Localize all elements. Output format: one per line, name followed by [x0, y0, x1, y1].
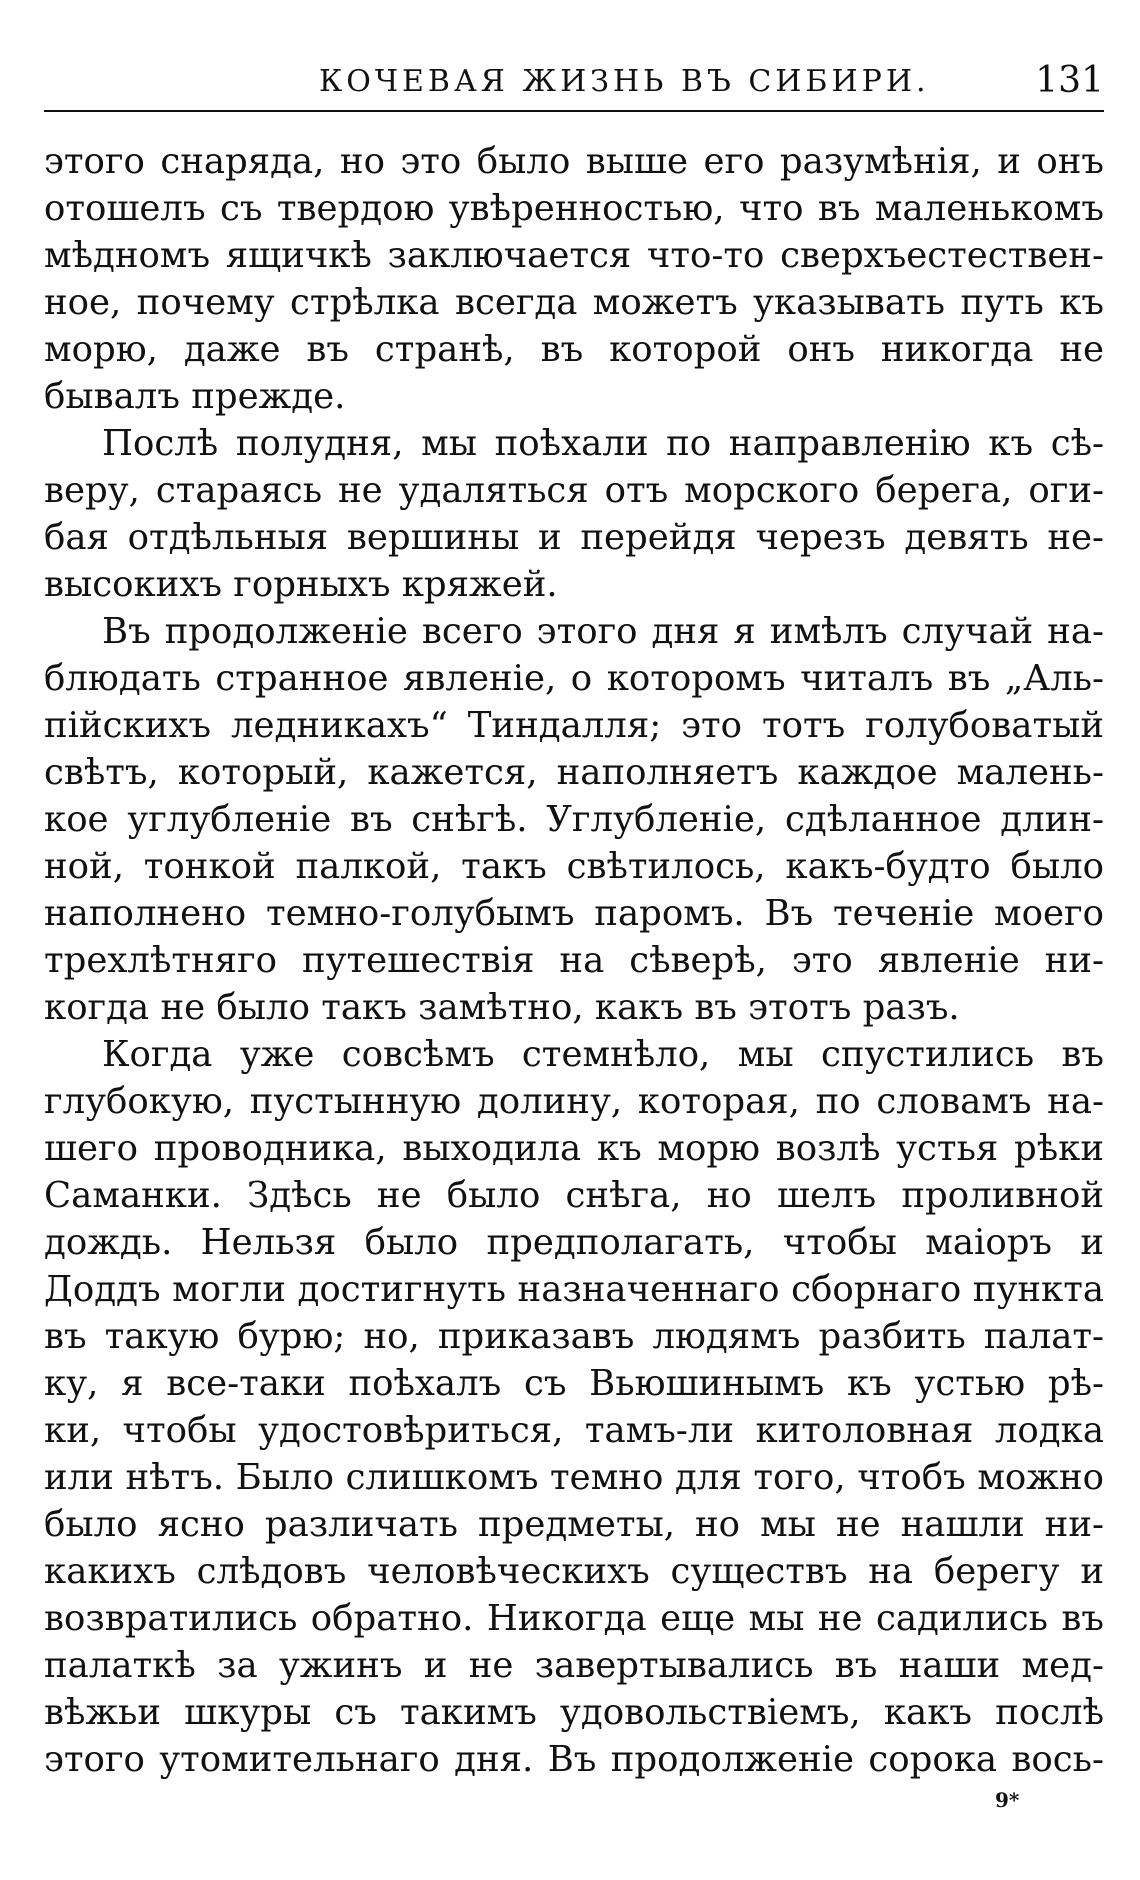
text-line: трехлѣтняго путешествія на сѣверѣ, это явленіе ни- — [44, 940, 1104, 981]
text-line: въ такую бурю; но, приказавъ людямъ разбить палат- — [44, 1316, 1104, 1357]
text-line: возвратились обратно. Никогда еще мы не садились въ — [44, 1598, 1104, 1639]
page-number: 131 — [1035, 60, 1104, 101]
running-title: КОЧЕВАЯ ЖИЗНЬ ВЪ СИБИРИ. — [319, 64, 930, 99]
text-line: блюдать странное явленіе, о которомъ читалъ въ „Аль- — [44, 658, 1104, 699]
text-line: Послѣ полудня, мы поѣхали по направленію къ сѣ- — [102, 423, 1104, 464]
text-line: когда не было такъ замѣтно, какъ въ этотъ разъ. — [44, 987, 960, 1028]
text-line: Когда уже совсѣмъ стемнѣло, мы спустились въ — [102, 1034, 1104, 1075]
text-line: Доддъ могли достигнуть назначеннаго сборнаго пункта — [44, 1269, 1104, 1310]
text-line: наполнено темно-голубымъ паромъ. Въ теченіе моего — [44, 893, 1104, 934]
text-line: ки, чтобы удостовѣриться, тамъ-ли китоловная лодка — [44, 1410, 1104, 1451]
text-line: вѣжьи шкуры съ такимъ удовольствіемъ, какъ послѣ — [44, 1692, 1104, 1733]
text-line: какихъ слѣдовъ человѣческихъ существъ на берегу и — [44, 1551, 1104, 1592]
text-line: мѣдномъ ящичкѣ заключается что-то сверхъестествен- — [44, 235, 1104, 276]
text-line: высокихъ горныхъ кряжей. — [44, 564, 558, 605]
paragraph — [44, 1031, 1104, 1783]
text-line: ной, тонкой палкой, такъ свѣтилось, какъ-будто было — [44, 846, 1104, 887]
paragraph — [44, 420, 1104, 608]
signature-mark: 9* — [995, 1788, 1020, 1812]
text-line: веру, стараясь не удаляться отъ морского берега, оги- — [44, 470, 1104, 511]
paragraph — [44, 138, 1104, 420]
text-line: свѣтъ, который, кажется, наполняетъ каждое малень- — [44, 752, 1104, 793]
text-line: шего проводника, выходила къ морю возлѣ устья рѣки — [44, 1128, 1104, 1169]
text-line: этого снаряда, но это было выше его разумѣнія, и онъ — [44, 141, 1104, 182]
paragraph — [44, 608, 1104, 1031]
text-line: морю, даже въ странѣ, въ которой онъ никогда не — [44, 329, 1104, 370]
text-line: дождь. Нельзя было предполагать, чтобы маіоръ и — [44, 1222, 1104, 1263]
text-line: глубокую, пустынную долину, которая, по словамъ на- — [44, 1081, 1104, 1122]
text-line: Въ продолженіе всего этого дня я имѣлъ случай на- — [102, 611, 1104, 652]
text-line: палаткѣ за ужинъ и не завертывались въ наши мед- — [44, 1645, 1104, 1686]
text-line: бая отдѣльныя вершины и перейдя черезъ девять не- — [44, 517, 1104, 558]
text-line: Саманки. Здѣсь не было снѣга, но шелъ проливной — [44, 1175, 1104, 1216]
text-line: этого утомительнаго дня. Въ продолженіе сорока вось- — [44, 1739, 1104, 1780]
text-line: ное, почему стрѣлка всегда можетъ указывать путь къ — [44, 282, 1104, 323]
text-line: ку, я все-таки поѣхалъ съ Вьюшинымъ къ устью рѣ- — [44, 1363, 1104, 1404]
text-line: пійскихъ ледникахъ“ Тиндалля; это тотъ голубоватый — [44, 705, 1104, 746]
text-line: кое углубленіе въ снѣгѣ. Углубленіе, сдѣланное длин- — [44, 799, 1104, 840]
text-line: было ясно различать предметы, но мы не нашли ни- — [44, 1504, 1104, 1545]
body-text — [44, 138, 1104, 1783]
text-line: бывалъ прежде. — [44, 376, 346, 417]
text-line: или нѣтъ. Было слишкомъ темно для того, чтобъ можно — [44, 1457, 1104, 1498]
page-header — [44, 60, 1104, 110]
text-line: отошелъ съ твердою увѣренностью, что въ маленькомъ — [44, 188, 1104, 229]
header-rule — [44, 110, 1104, 112]
